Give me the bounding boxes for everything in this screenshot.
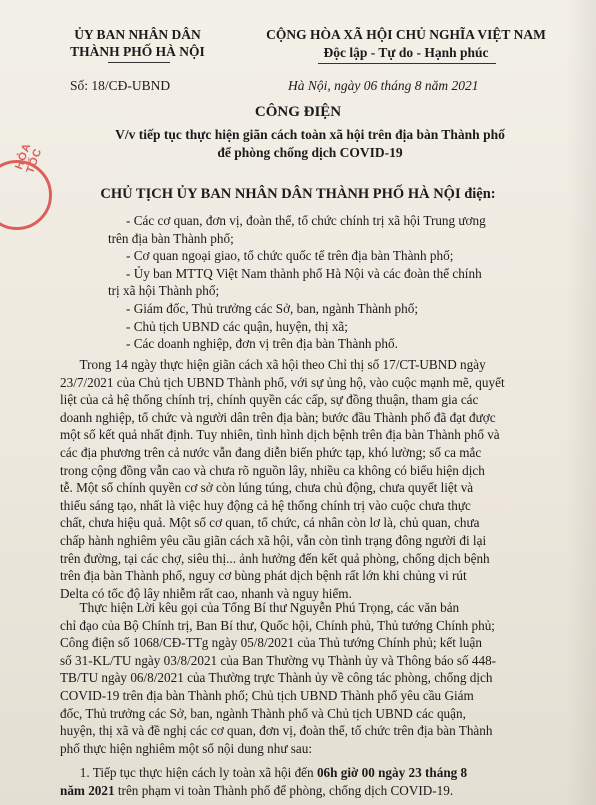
national-motto xyxy=(236,26,576,62)
paragraph-line: thiếu sáng tạo, nhất là việc huy động cả hệ thống chính trị vào cuộc chưa thực xyxy=(60,497,471,513)
item-deadline: 06h giờ 00 ngày 23 tháng 8 xyxy=(316,765,468,780)
paragraph-line: TB/TU ngày 06/8/2021 của Thường trực Thành ủy về công tác phòng, chống dịch xyxy=(60,670,493,686)
recipient-line: - Ủy ban MTTQ Việt Nam thành phố Hà Nội và các đoàn thể chính xyxy=(126,265,482,281)
document-subject xyxy=(40,126,580,162)
paragraph-line: chỉ đạo của Bộ Chính trị, Ban Bí thư, Quốc hội, Chính phủ, Thủ tướng Chính phủ; xyxy=(60,617,495,633)
stamp-text: HỎA TỐC xyxy=(13,141,45,176)
paragraph-line: các địa phương trên cả nước vẫn đang diễn biến phức tạp, khó lường; số ca mắc xyxy=(60,444,482,460)
page-shadow xyxy=(566,0,596,805)
paragraph-line: trên đường, tại các chợ, siêu thị... ảnh hưởng đến kết quả phòng, chống dịch bệnh xyxy=(60,550,490,566)
item-text: trên phạm vi toàn Thành phố để phòng, chống dịch COVID-19. xyxy=(114,782,454,798)
subject-line-1: V/v tiếp tục thực hiện giãn cách toàn xã hội trên địa bàn Thành phố xyxy=(115,127,505,142)
item-line-1 xyxy=(60,764,580,782)
paragraph-line: số 31-KL/TU ngày 03/8/2021 của Ban Thường vụ Thành ủy và Thông báo số 448- xyxy=(60,652,497,668)
org-line-2: THÀNH PHỐ HÀ NỘI xyxy=(70,44,205,59)
subject-line-2: để phòng chống dịch COVID-19 xyxy=(217,145,403,160)
nation-line-1: CỘNG HÒA XÃ HỘI CHỦ NGHĨA VIỆT NAM xyxy=(266,27,546,42)
paragraph-line: trong cộng đồng vẫn cao và chưa rõ nguồn lây, nhiều ca không có biểu hiện dịch xyxy=(60,462,485,478)
recipient-line: trị xã hội Thành phố; xyxy=(108,283,220,299)
paragraph-line: Thực hiện Lời kêu gọi của Tổng Bí thư Nguyễn Phú Trọng, các văn bản xyxy=(60,600,460,615)
item-text: 1. Tiếp tục thực hiện cách ly toàn xã hội đến xyxy=(60,765,317,780)
paragraph-line: 23/7/2021 của Chủ tịch UBND Thành phố, với sự ủng hộ, vào cuộc mạnh mẽ, quyết xyxy=(60,374,505,390)
recipient-line: - Các cơ quan, đơn vị, đoàn thể, tổ chức chính trị xã hội Trung ương xyxy=(126,213,486,228)
recipient-line: trên địa bàn Thành phố; xyxy=(108,230,234,246)
paragraph-1 xyxy=(60,356,570,602)
motto-underline xyxy=(318,63,496,64)
recipient-line: - Các doanh nghiệp, đơn vị trên địa bàn Thành phố. xyxy=(126,336,398,352)
recipient-line: - Cơ quan ngoại giao, tổ chức quốc tế trên địa bàn Thành phố; xyxy=(126,248,454,264)
nation-line-2: Độc lập - Tự do - Hạnh phúc xyxy=(323,45,489,60)
document-date: Hà Nội, ngày 06 tháng 8 năm 2021 xyxy=(288,78,479,93)
paragraph-line: doanh nghiệp, tổ chức và người dân trên địa bàn; bước đầu Thành phố đã đạt được xyxy=(60,409,496,425)
paragraph-line: tễ. Một số chính quyền cơ sở còn lúng túng, chưa chủ động, chưa quyết liệt và xyxy=(60,480,474,496)
item-deadline-year: năm 2021 xyxy=(60,782,115,798)
paragraph-line: phố thực hiện nghiêm một số nội dung như sau: xyxy=(60,740,313,756)
org-line-1: ỦY BAN NHÂN DÂN xyxy=(74,27,201,42)
recipient-line: - Giám đốc, Thủ trưởng các Sở, ban, ngành Thành phố; xyxy=(126,300,418,316)
paragraph-line: chất, chưa hiệu quả. Một số cơ quan, tổ chức, cá nhân còn lơ là, chủ quan, chưa xyxy=(60,515,480,531)
directive-item-1 xyxy=(60,764,580,799)
document-title: CÔNG ĐIỆN xyxy=(254,104,342,120)
paragraph-2 xyxy=(60,599,570,757)
paragraph-line: liệt của cả hệ thống chính trị, chính quyền các cấp, sự đồng thuận, tham gia các xyxy=(60,392,479,408)
paragraph-line: một số kết quả nhất định. Tuy nhiên, tình hình dịch bệnh trên địa bàn Thành phố và xyxy=(60,427,500,443)
paragraph-line: Delta có tốc độ lây nhiễm rất cao, nhanh và nguy hiểm. xyxy=(60,585,352,601)
item-line-2 xyxy=(60,782,580,800)
paragraph-line: huyện, thị xã và đề nghị các cơ quan, đơn vị, đoàn thể, tổ chức trên địa bàn Thành xyxy=(60,723,493,739)
caller-heading: CHỦ TỊCH ỦY BAN NHÂN DÂN THÀNH PHỐ HÀ NỘI điện: xyxy=(100,186,496,202)
paragraph-line: Trong 14 ngày thực hiện giãn cách xã hội theo Chỉ thị số 17/CT-UBND ngày xyxy=(60,357,486,372)
paragraph-line: Công điện số 1068/CĐ-TTg ngày 05/8/2021 của Thủ tướng Chính phủ; kết luận xyxy=(60,635,482,651)
document-number: Số: 18/CĐ-UBND xyxy=(70,78,171,93)
paragraph-line: trên địa bàn Thành phố, nguy cơ bùng phát dịch bệnh rất lớn khi chủng vi rút xyxy=(60,568,467,584)
paragraph-line: COVID-19 trên địa bàn Thành phố; Chủ tịch UBND Thành phố yêu cầu Giám xyxy=(60,687,474,703)
paragraph-line: chấp hành nghiêm yêu cầu giãn cách xã hội, vẫn còn tình trạng đông người đi lại xyxy=(60,532,487,548)
issuing-org xyxy=(40,26,235,60)
recipient-list xyxy=(108,212,566,353)
recipient-line: - Chủ tịch UBND các quận, huyện, thị xã; xyxy=(126,318,348,334)
org-underline xyxy=(108,62,170,63)
paragraph-line: đốc, Thủ trưởng các Sở, ban, ngành Thành phố và Chủ tịch UBND các quận, xyxy=(60,705,466,721)
